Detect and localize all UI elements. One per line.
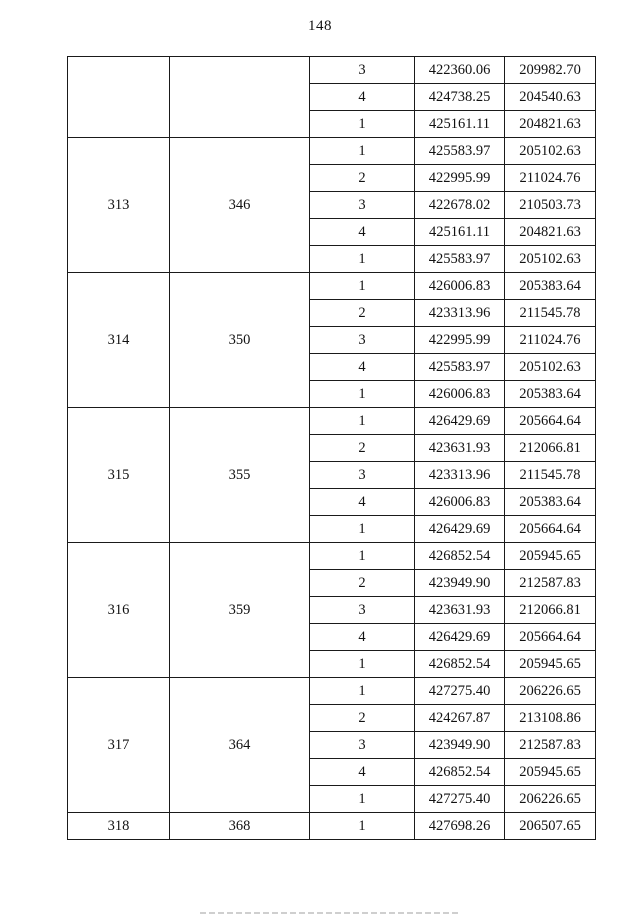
point-cell: 3 [310,732,415,759]
y-coordinate-cell: 210503.73 [505,192,596,219]
bottom-edge-mark [200,912,460,914]
group-cell: 313 [68,138,170,273]
point-cell: 4 [310,219,415,246]
point-cell: 1 [310,543,415,570]
x-coordinate-cell: 422995.99 [415,327,505,354]
x-coordinate-cell: 426429.69 [415,516,505,543]
x-coordinate-cell: 423631.93 [415,435,505,462]
page-number: 148 [308,18,332,34]
table-row [68,138,596,165]
x-coordinate-cell: 425583.97 [415,138,505,165]
number-cell: 350 [170,273,310,408]
x-coordinate-cell: 426006.83 [415,273,505,300]
x-coordinate-cell: 426006.83 [415,489,505,516]
x-coordinate-cell: 423631.93 [415,597,505,624]
table-row [68,408,596,435]
y-coordinate-cell: 211545.78 [505,462,596,489]
y-coordinate-cell: 205102.63 [505,138,596,165]
point-cell: 3 [310,57,415,84]
point-cell: 2 [310,165,415,192]
y-coordinate-cell: 212587.83 [505,570,596,597]
y-coordinate-cell: 211545.78 [505,300,596,327]
point-cell: 1 [310,111,415,138]
y-coordinate-cell: 211024.76 [505,165,596,192]
point-cell: 4 [310,84,415,111]
y-coordinate-cell: 205383.64 [505,273,596,300]
point-cell: 1 [310,813,415,840]
y-coordinate-cell: 212066.81 [505,435,596,462]
x-coordinate-cell: 425583.97 [415,354,505,381]
point-cell: 3 [310,462,415,489]
point-cell: 2 [310,570,415,597]
x-coordinate-cell: 426852.54 [415,543,505,570]
group-cell: 318 [68,813,170,840]
y-coordinate-cell: 212587.83 [505,732,596,759]
y-coordinate-cell: 205383.64 [505,489,596,516]
point-cell: 4 [310,624,415,651]
x-coordinate-cell: 425583.97 [415,246,505,273]
x-coordinate-cell: 424738.25 [415,84,505,111]
point-cell: 4 [310,354,415,381]
point-cell: 1 [310,381,415,408]
table-row [68,273,596,300]
x-coordinate-cell: 423949.90 [415,732,505,759]
x-coordinate-cell: 425161.11 [415,219,505,246]
y-coordinate-cell: 205945.65 [505,759,596,786]
y-coordinate-cell: 212066.81 [505,597,596,624]
point-cell: 3 [310,327,415,354]
y-coordinate-cell: 205945.65 [505,543,596,570]
group-cell: 315 [68,408,170,543]
x-coordinate-cell: 424267.87 [415,705,505,732]
x-coordinate-cell: 423949.90 [415,570,505,597]
x-coordinate-cell: 425161.11 [415,111,505,138]
point-cell: 2 [310,435,415,462]
x-coordinate-cell: 426852.54 [415,759,505,786]
number-cell: 364 [170,678,310,813]
y-coordinate-cell: 205383.64 [505,381,596,408]
coordinates-table-body [68,57,596,840]
x-coordinate-cell: 426429.69 [415,408,505,435]
x-coordinate-cell: 426852.54 [415,651,505,678]
y-coordinate-cell: 206507.65 [505,813,596,840]
point-cell: 1 [310,273,415,300]
point-cell: 1 [310,246,415,273]
number-cell: 359 [170,543,310,678]
y-coordinate-cell: 209982.70 [505,57,596,84]
y-coordinate-cell: 211024.76 [505,327,596,354]
point-cell: 1 [310,786,415,813]
number-cell: 368 [170,813,310,840]
point-cell: 1 [310,408,415,435]
x-coordinate-cell: 423313.96 [415,462,505,489]
point-cell: 1 [310,516,415,543]
group-cell: 314 [68,273,170,408]
y-coordinate-cell: 205102.63 [505,354,596,381]
number-cell [170,57,310,138]
x-coordinate-cell: 426429.69 [415,624,505,651]
point-cell: 1 [310,138,415,165]
coordinates-table [67,56,596,840]
point-cell: 2 [310,300,415,327]
x-coordinate-cell: 427275.40 [415,786,505,813]
point-cell: 3 [310,192,415,219]
point-cell: 4 [310,759,415,786]
point-cell: 1 [310,651,415,678]
x-coordinate-cell: 422678.02 [415,192,505,219]
y-coordinate-cell: 206226.65 [505,786,596,813]
x-coordinate-cell: 422995.99 [415,165,505,192]
number-cell: 346 [170,138,310,273]
table-row [68,678,596,705]
table-row [68,813,596,840]
table-row [68,543,596,570]
group-cell: 316 [68,543,170,678]
y-coordinate-cell: 213108.86 [505,705,596,732]
point-cell: 4 [310,489,415,516]
y-coordinate-cell: 205102.63 [505,246,596,273]
y-coordinate-cell: 205945.65 [505,651,596,678]
x-coordinate-cell: 426006.83 [415,381,505,408]
group-cell [68,57,170,138]
y-coordinate-cell: 205664.64 [505,624,596,651]
y-coordinate-cell: 205664.64 [505,408,596,435]
point-cell: 1 [310,678,415,705]
y-coordinate-cell: 206226.65 [505,678,596,705]
y-coordinate-cell: 204821.63 [505,111,596,138]
y-coordinate-cell: 204540.63 [505,84,596,111]
x-coordinate-cell: 427275.40 [415,678,505,705]
y-coordinate-cell: 205664.64 [505,516,596,543]
number-cell: 355 [170,408,310,543]
point-cell: 2 [310,705,415,732]
group-cell: 317 [68,678,170,813]
y-coordinate-cell: 204821.63 [505,219,596,246]
x-coordinate-cell: 422360.06 [415,57,505,84]
x-coordinate-cell: 423313.96 [415,300,505,327]
x-coordinate-cell: 427698.26 [415,813,505,840]
point-cell: 3 [310,597,415,624]
table-row [68,57,596,84]
